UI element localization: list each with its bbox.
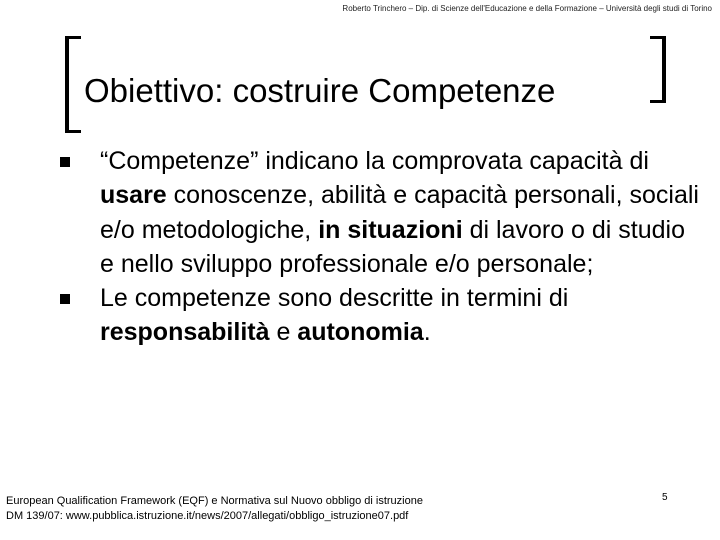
- bullet-1-part-3: conoscenze, abilità e capacità personali, sociali e/o metodologiche,: [100, 181, 699, 244]
- slide-header: Roberto Trinchero – Dip. di Scienze dell'Educazione e della Formazione – Università degli studi di Torino: [342, 4, 712, 13]
- bullet-1-bold-usare: usare: [100, 181, 167, 210]
- square-bullet-icon: [60, 294, 70, 304]
- bullet-1-part-5: di lavoro o di studio e nello sviluppo professionale e/o personale;: [100, 215, 686, 278]
- bullet-1-part-1: “Competenze” indicano la comprovata capacità di: [100, 147, 649, 175]
- bullet-item-2: [60, 281, 700, 350]
- footer-reference: [6, 494, 423, 524]
- bullet-1-bold-in-situazioni: in situazioni: [318, 215, 463, 244]
- square-bullet-icon: [60, 157, 70, 167]
- bullet-2-part-5: .: [423, 318, 431, 347]
- page-number: 5: [662, 492, 668, 503]
- bullet-item-1: [60, 144, 700, 281]
- title-bracket-left: [65, 36, 81, 133]
- footer-line-1: European Qualification Framework (EQF) e Normativa sul Nuovo obbligo di istruzione: [6, 495, 423, 507]
- bullet-2-bold-autonomia: autonomia: [297, 318, 424, 347]
- bullet-2-part-3: e: [269, 318, 298, 347]
- bullet-2-part-1: Le competenze sono descritte in termini di: [100, 284, 569, 313]
- footer-line-2: DM 139/07: www.pubblica.istruzione.it/news/2007/allegati/obbligo_istruzione07.pdf: [6, 510, 409, 522]
- title-bracket-right: [650, 36, 666, 103]
- bullet-list: [60, 144, 700, 350]
- bullet-2-bold-responsabilita: responsabilità: [100, 318, 270, 347]
- slide-title: Obiettivo: costruire Competenze: [84, 72, 556, 109]
